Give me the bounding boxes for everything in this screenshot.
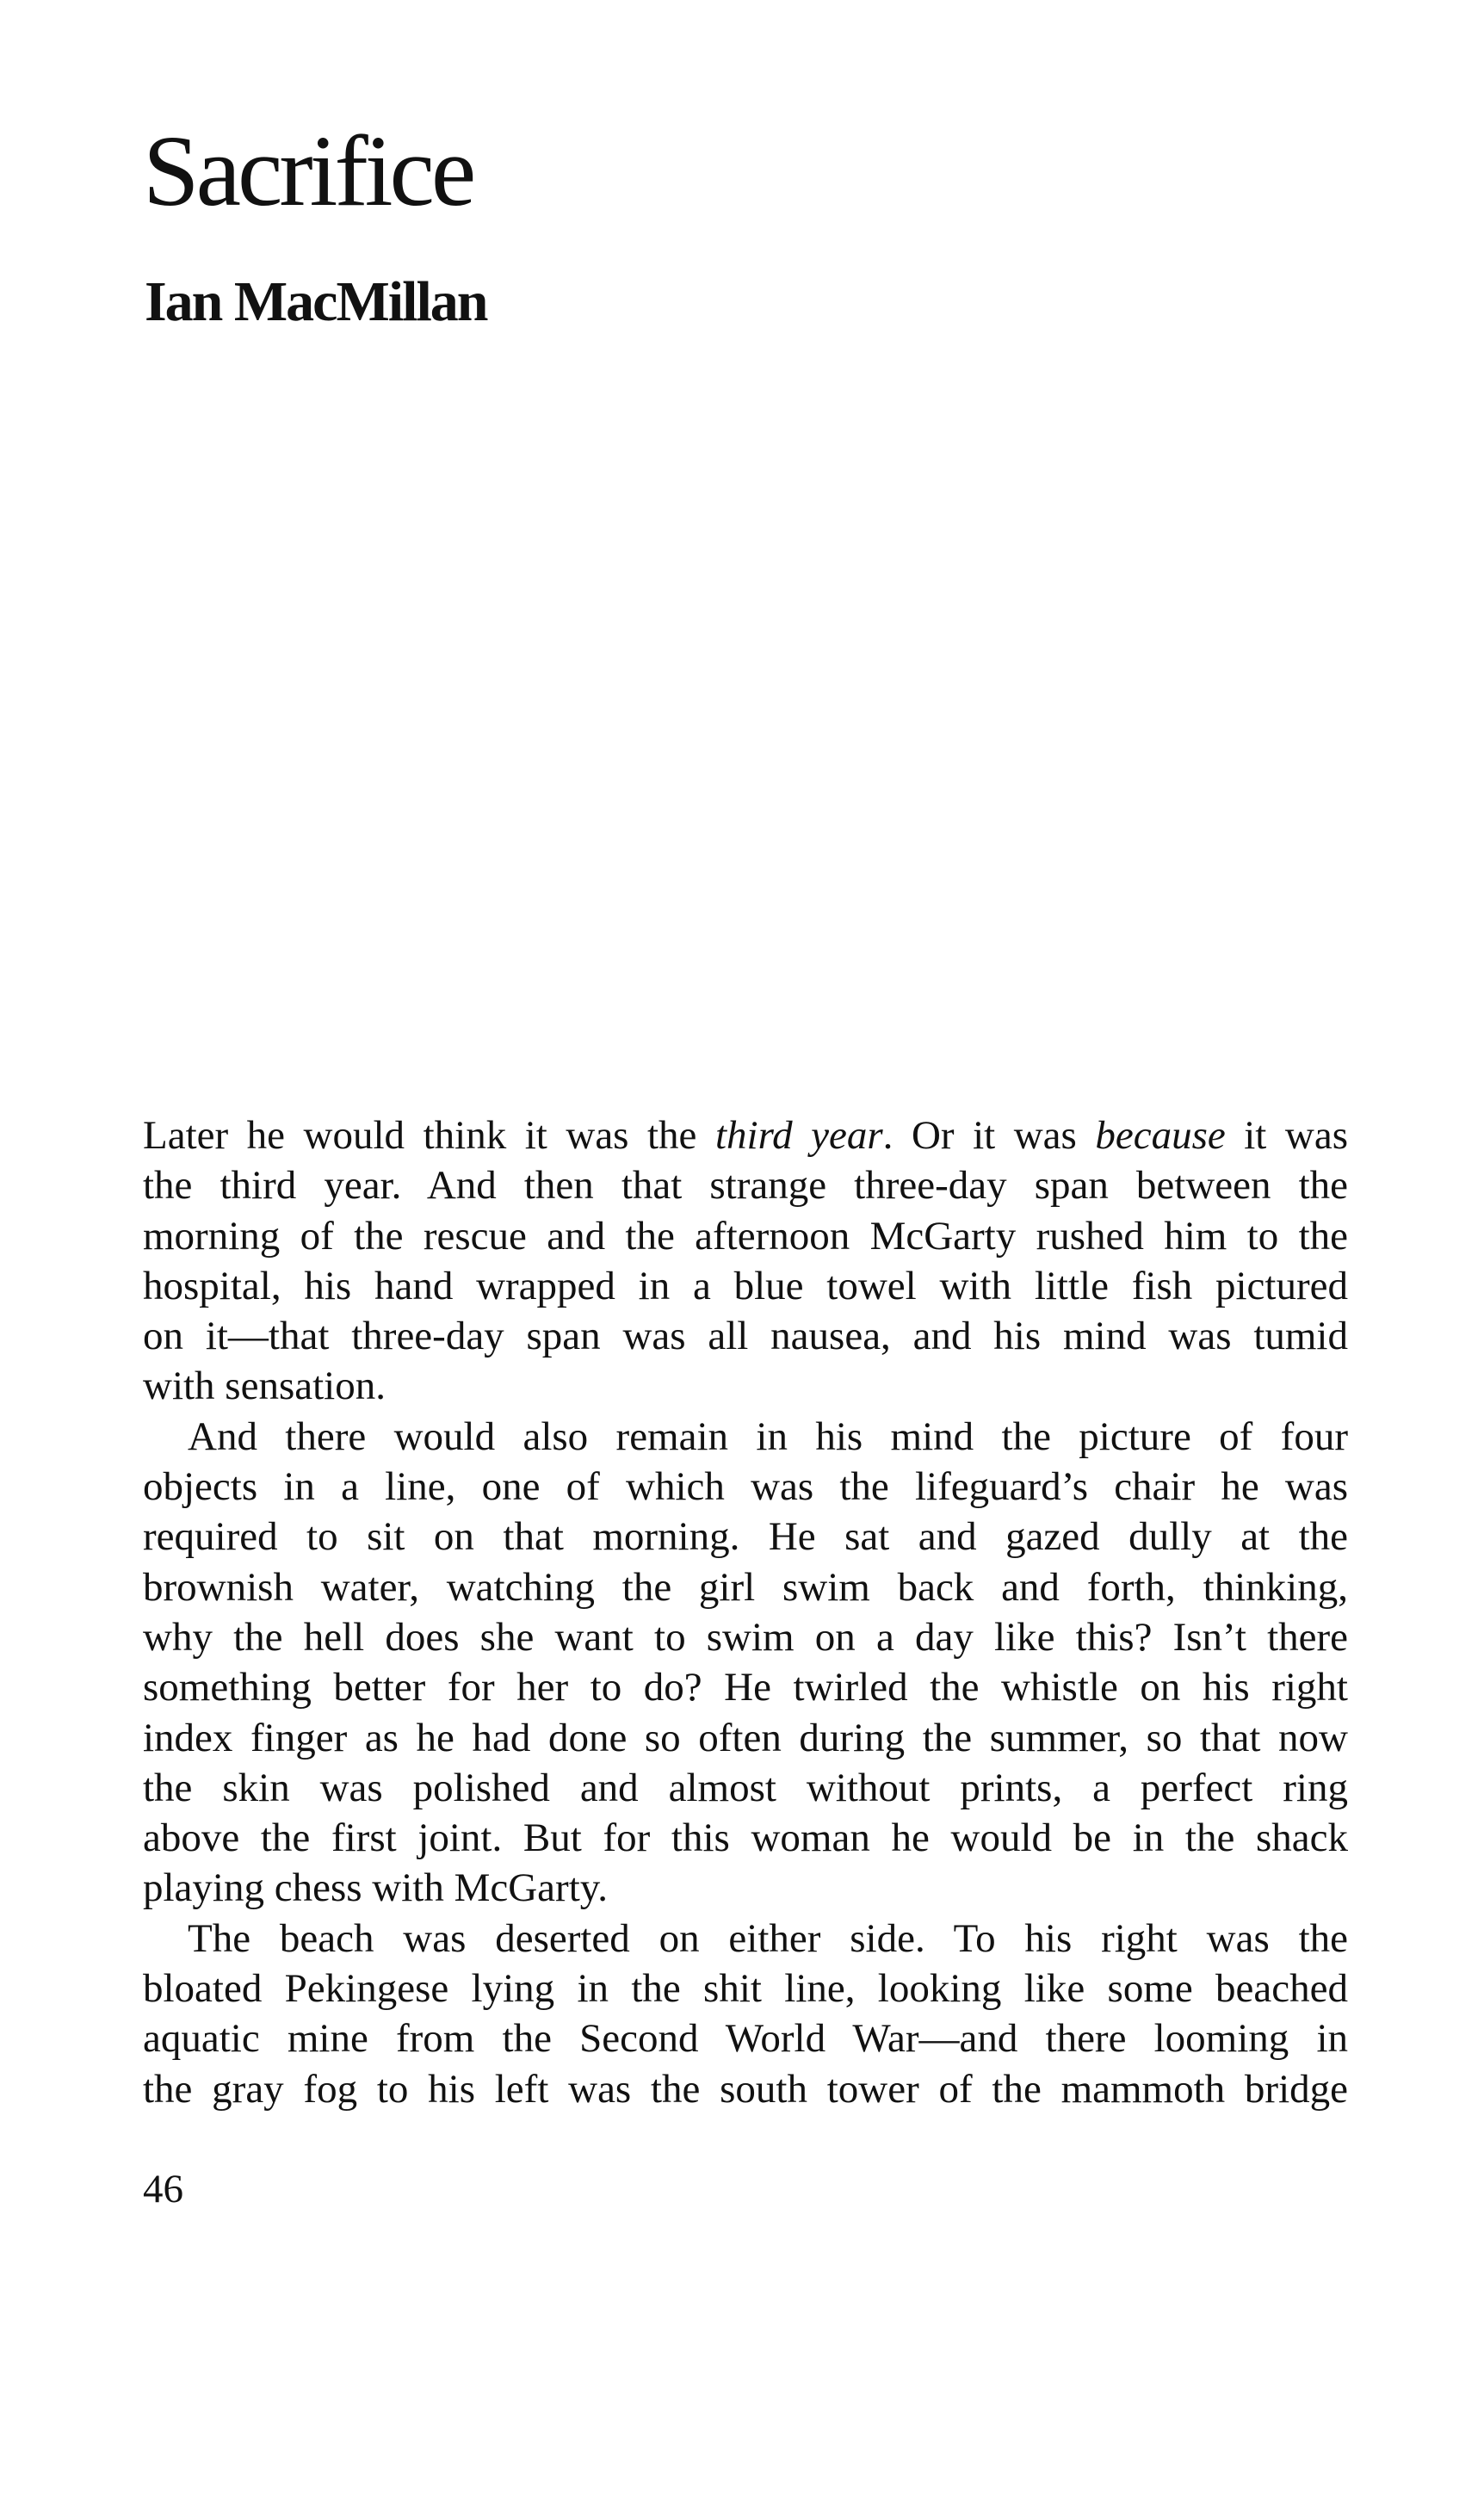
text-line [143,1311,1348,1361]
text-segment: something better for her to do? He twirled the whistle on his right [143,1665,1348,1710]
text-segment: playing chess with McGarty. [143,1865,608,1911]
text-segment: with sensation. [143,1364,386,1409]
text-line [143,1160,1348,1210]
text-line [143,1412,1348,1462]
text-segment: And there would also remain in his mind the picture of four [188,1413,1348,1459]
text-line [143,1763,1348,1813]
text-line [143,1813,1348,1863]
text-segment: why the hell does she want to swim on a day like this? Isn’t there [143,1614,1348,1660]
text-line [143,1110,1348,1160]
italic-text: because [1095,1113,1226,1158]
paragraph [143,1110,1348,1412]
text-line [143,1612,1348,1662]
text-segment: Later he would think it was the [143,1113,715,1158]
text-line [143,1863,1348,1913]
text-line [143,1462,1348,1512]
italic-text: third year [714,1113,883,1158]
text-segment: bloated Pekingese lying in the shit line, looking like some beached [143,1966,1348,2012]
text-segment: objects in a line, one of which was the lifeguard’s chair he was [143,1464,1348,1510]
text-line [143,1361,1348,1411]
text-segment: index finger as he had done so often during the summer, so that now [143,1715,1348,1760]
text-line [143,1662,1348,1712]
text-line [143,1512,1348,1562]
text-segment: The beach was deserted on either side. To his right was the [188,1915,1348,1961]
text-segment: the gray fog to his left was the south tower of the mammoth bridge [143,2066,1348,2112]
text-line [143,1562,1348,1612]
text-line [143,1261,1348,1311]
author-name: Ian MacMillan [145,270,487,333]
text-segment: it was [1225,1113,1348,1158]
text-segment: the skin was polished and almost without prints, a perfect ring [143,1765,1348,1810]
text-line [143,1713,1348,1763]
story-title: Sacrifice [143,114,473,227]
text-line [143,2064,1348,2114]
text-line [143,1914,1348,1964]
text-segment: on it—that three-day span was all nausea, and his mind was tumid [143,1314,1348,1359]
paragraph [143,1914,1348,2114]
text-segment: required to sit on that morning. He sat and gazed dully at the [143,1514,1348,1560]
text-segment: hospital, his hand wrapped in a blue towel with little fish pictured [143,1263,1348,1308]
text-segment: aquatic mine from the Second World War—and there looming in [143,2016,1348,2062]
story-body [143,1110,1348,2114]
text-line [143,2013,1348,2063]
text-line [143,1211,1348,1261]
text-segment: . Or it was [882,1113,1096,1158]
page-number: 46 [143,2167,183,2211]
paragraph [143,1412,1348,1914]
text-segment: morning of the rescue and the afternoon McGarty rushed him to the [143,1213,1348,1259]
text-line [143,1964,1348,2013]
text-segment: above the first joint. But for this woman he would be in the shack [143,1815,1348,1861]
text-segment: brownish water, watching the girl swim back and forth, thinking, [143,1564,1348,1610]
text-segment: the third year. And then that strange three-day span between the [143,1163,1348,1209]
